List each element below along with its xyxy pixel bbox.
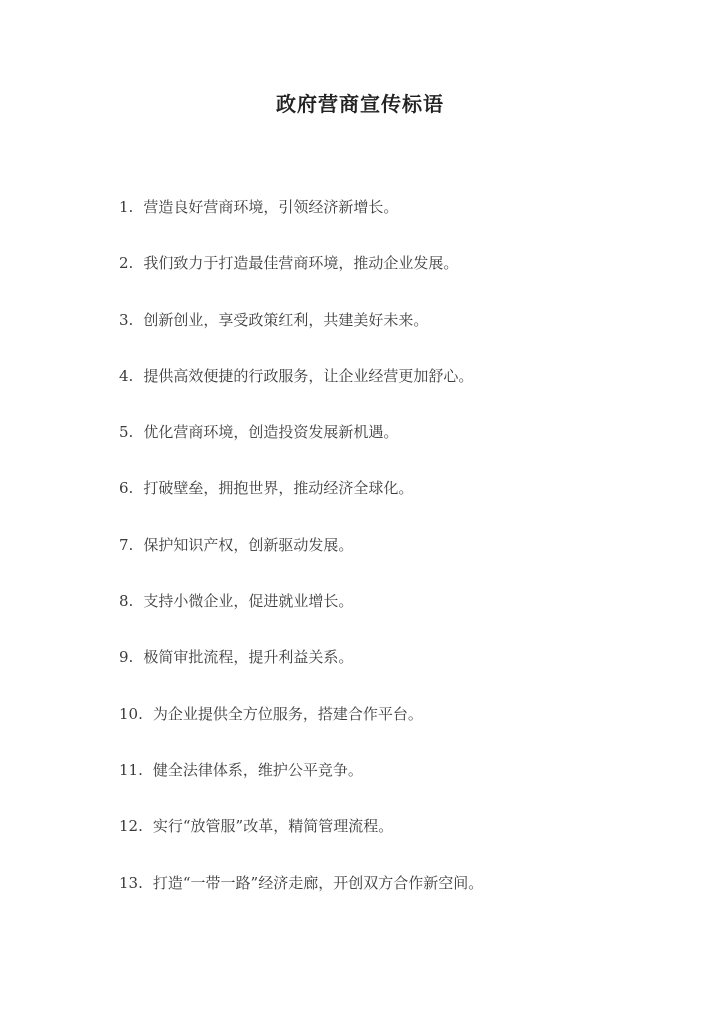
item-text: 支持小微企业，促进就业增长。 [143,592,354,611]
item-number: 11. [119,760,143,779]
slogan-item-12 [119,815,483,871]
item-number: 9. [119,648,134,667]
slogan-item-6 [119,477,483,533]
item-number: 7. [119,535,134,554]
item-text: 打造“一带一路”经济走廊，开创双方合作新空间。 [152,873,484,892]
slogan-list [119,196,483,928]
item-text: 为企业提供全方位服务，搭建合作平台。 [152,704,423,723]
item-text: 我们致力于打造最佳营商环境，推动企业发展。 [143,254,459,273]
item-number: 8. [119,592,134,611]
item-number: 4. [119,366,134,385]
slogan-item-3 [119,309,483,365]
item-text: 实行“放管服”改革，精简管理流程。 [152,817,394,836]
slogan-item-9 [119,646,483,702]
item-text: 健全法律体系，维护公平竞争。 [152,760,363,779]
item-number: 10. [119,704,143,723]
slogan-item-10 [119,703,483,759]
slogan-item-2 [119,252,483,308]
slogan-item-1 [119,196,483,252]
item-number: 12. [119,817,143,836]
slogan-item-5 [119,421,483,477]
item-text: 极简审批流程，提升利益关系。 [143,648,354,667]
slogan-item-11 [119,759,483,815]
item-text: 保护知识产权，创新驱动发展。 [143,535,354,554]
item-number: 1. [119,198,134,216]
slogan-item-13 [119,872,483,928]
item-number: 3. [119,310,134,329]
item-text: 优化营商环境，创造投资发展新机遇。 [143,423,399,442]
item-text: 创新创业，享受政策红利，共建美好未来。 [143,310,429,329]
slogan-item-7 [119,534,483,590]
document-title: 政府营商宣传标语 [276,92,444,116]
item-number: 5. [119,423,134,442]
slogan-item-4 [119,365,483,421]
item-text: 营造良好营商环境，引领经济新增长。 [143,198,399,216]
item-number: 2. [119,254,134,273]
item-number: 6. [119,479,134,498]
item-number: 13. [119,873,143,892]
item-text: 打破壁垒，拥抱世界，推动经济全球化。 [143,479,414,498]
slogan-item-8 [119,590,483,646]
item-text: 提供高效便捷的行政服务，让企业经营更加舒心。 [143,366,474,385]
